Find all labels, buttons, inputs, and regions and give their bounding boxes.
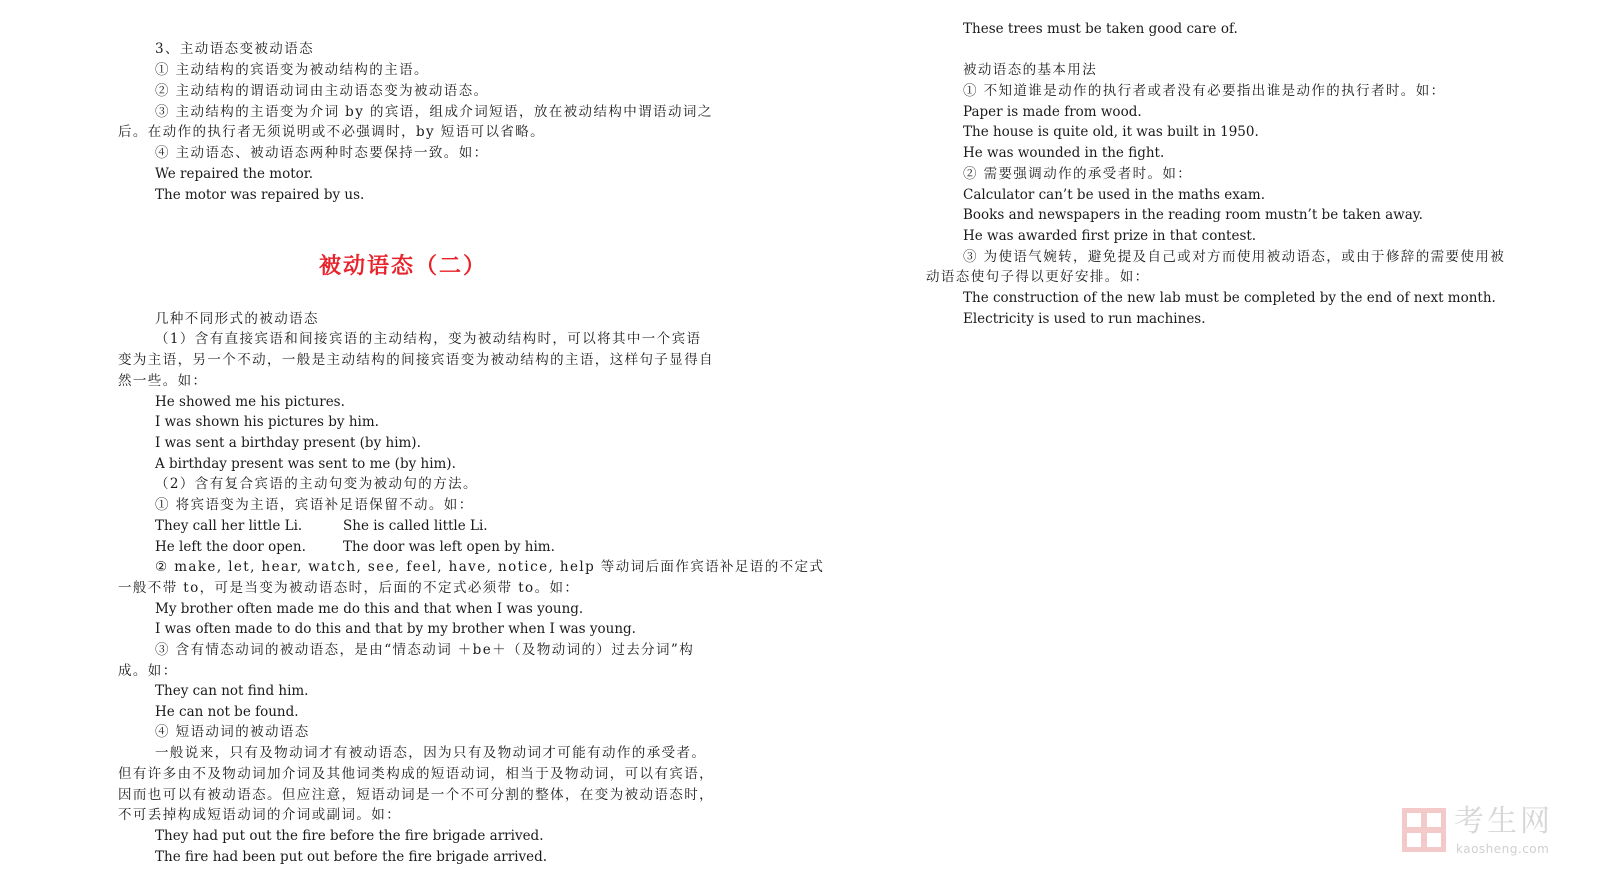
paragraph-line: 变为主语，另一个不动，一般是主动结构的间接宾语变为被动结构的主语，这样句子显得自 xyxy=(118,352,714,368)
right-page xyxy=(926,0,1506,400)
rule-item: ② make, let, hear, watch, see, feel, have, notice, help 等动词后面作宾语补足语的不定式 xyxy=(155,559,825,575)
rule-item: ② 需要强调动作的承受者时。如： xyxy=(963,166,1193,182)
example-sentence: We repaired the motor. xyxy=(155,166,314,182)
paragraph-line: 因而也可以有被动语态。但应注意，短语动词是一个不可分割的整体，在变为被动语态时， xyxy=(118,787,714,803)
page-title: 被动语态（二） xyxy=(318,253,487,279)
example-sentence: A birthday present was sent to me (by him). xyxy=(155,456,456,472)
rule-item: ② 主动结构的谓语动词由主动语态变为被动语态。 xyxy=(155,83,489,99)
example-sentence: I was shown his pictures by him. xyxy=(155,414,379,430)
paragraph-line: 不可丢掉构成短语动词的介词或副词。如： xyxy=(118,807,402,823)
example-sentence: These trees must be taken good care of. xyxy=(963,21,1238,37)
example-sentence: He was wounded in the fight. xyxy=(963,145,1165,161)
rule-item-continuation: 一般不带 to，可是当变为被动语态时，后面的不定式必须带 to。如： xyxy=(118,580,580,596)
example-passive: She is called little Li. xyxy=(343,518,488,534)
example-pair xyxy=(118,516,688,536)
rule-item: ③ 为使语气婉转，避免提及自己或对方而使用被动语态，或由于修辞的需要使用被 xyxy=(963,249,1506,265)
rule-item: ① 将宾语变为主语，宾语补足语保留不动。如： xyxy=(155,497,474,513)
paragraph-line: （1）含有直接宾语和间接宾语的主动结构，变为被动结构时，可以将其中一个宾语 xyxy=(155,331,702,347)
example-sentence: The construction of the new lab must be completed by the end of next month. xyxy=(963,290,1496,306)
example-sentence: They can not find him. xyxy=(155,683,309,699)
section-heading: 3、主动语态变被动语态 xyxy=(155,41,314,57)
rule-item: ① 主动结构的宾语变为被动结构的主语。 xyxy=(155,62,429,78)
section-heading: 几种不同形式的被动语态 xyxy=(155,311,319,327)
watermark xyxy=(1402,804,1582,864)
example-passive: The door was left open by him. xyxy=(343,539,555,555)
paragraph-line: （2）含有复合宾语的主动句变为被动句的方法。 xyxy=(155,476,478,492)
example-sentence: The house is quite old, it was built in 1950. xyxy=(963,124,1259,140)
example-sentence: The fire had been put out before the fire brigade arrived. xyxy=(155,849,548,865)
rule-item-continuation: 动语态使句子得以更好安排。如： xyxy=(926,269,1150,285)
example-sentence: Paper is made from wood. xyxy=(963,104,1142,120)
rule-item: ③ 主动结构的主语变为介词 by 的宾语，组成介词短语，放在被动结构中谓语动词之 xyxy=(155,104,713,120)
rule-item: ④ 主动语态、被动语态两种时态要保持一致。如： xyxy=(155,145,489,161)
rule-item: ③ 含有情态动词的被动语态，是由“情态动词 ＋be＋（及物动词的）过去分词”构 xyxy=(155,642,695,658)
example-sentence: My brother often made me do this and that when I was young. xyxy=(155,601,584,617)
rule-item-continuation: 后。在动作的执行者无须说明或不必强调时，by 短语可以省略。 xyxy=(118,124,546,140)
rule-item: ④ 短语动词的被动语态 xyxy=(155,724,310,740)
example-sentence: He showed me his pictures. xyxy=(155,394,345,410)
example-active: They call her little Li. xyxy=(155,518,303,534)
example-sentence: The motor was repaired by us. xyxy=(155,187,365,203)
example-active: He left the door open. xyxy=(155,539,306,555)
kaosheng-logo-icon xyxy=(1402,808,1446,852)
example-sentence: Electricity is used to run machines. xyxy=(963,311,1206,327)
watermark-brand-en: kaosheng.com xyxy=(1456,842,1550,856)
example-sentence: Books and newspapers in the reading room mustn’t be taken away. xyxy=(963,207,1423,223)
example-pair xyxy=(118,537,688,557)
paragraph-line: 但有许多由不及物动词加介词及其他词类构成的短语动词，相当于及物动词，可以有宾语， xyxy=(118,766,714,782)
paragraph-line: 然一些。如： xyxy=(118,373,208,389)
example-sentence: He was awarded first prize in that contest. xyxy=(963,228,1257,244)
example-sentence: He can not be found. xyxy=(155,704,299,720)
paragraph-line: 一般说来，只有及物动词才有被动语态，因为只有及物动词才可能有动作的承受者。 xyxy=(155,745,707,761)
watermark-brand-cn: 考生网 xyxy=(1454,804,1553,839)
left-page xyxy=(118,0,825,890)
example-sentence: They had put out the fire before the fire brigade arrived. xyxy=(155,828,544,844)
example-sentence: I was sent a birthday present (by him). xyxy=(155,435,421,451)
example-sentence: I was often made to do this and that by my brother when I was young. xyxy=(155,621,636,637)
rule-item: ① 不知道谁是动作的执行者或者没有必要指出谁是动作的执行者时。如： xyxy=(963,83,1446,99)
example-sentence: Calculator can’t be used in the maths exam. xyxy=(963,187,1266,203)
section-heading: 被动语态的基本用法 xyxy=(963,62,1098,78)
rule-item-continuation: 成。如： xyxy=(118,663,178,679)
